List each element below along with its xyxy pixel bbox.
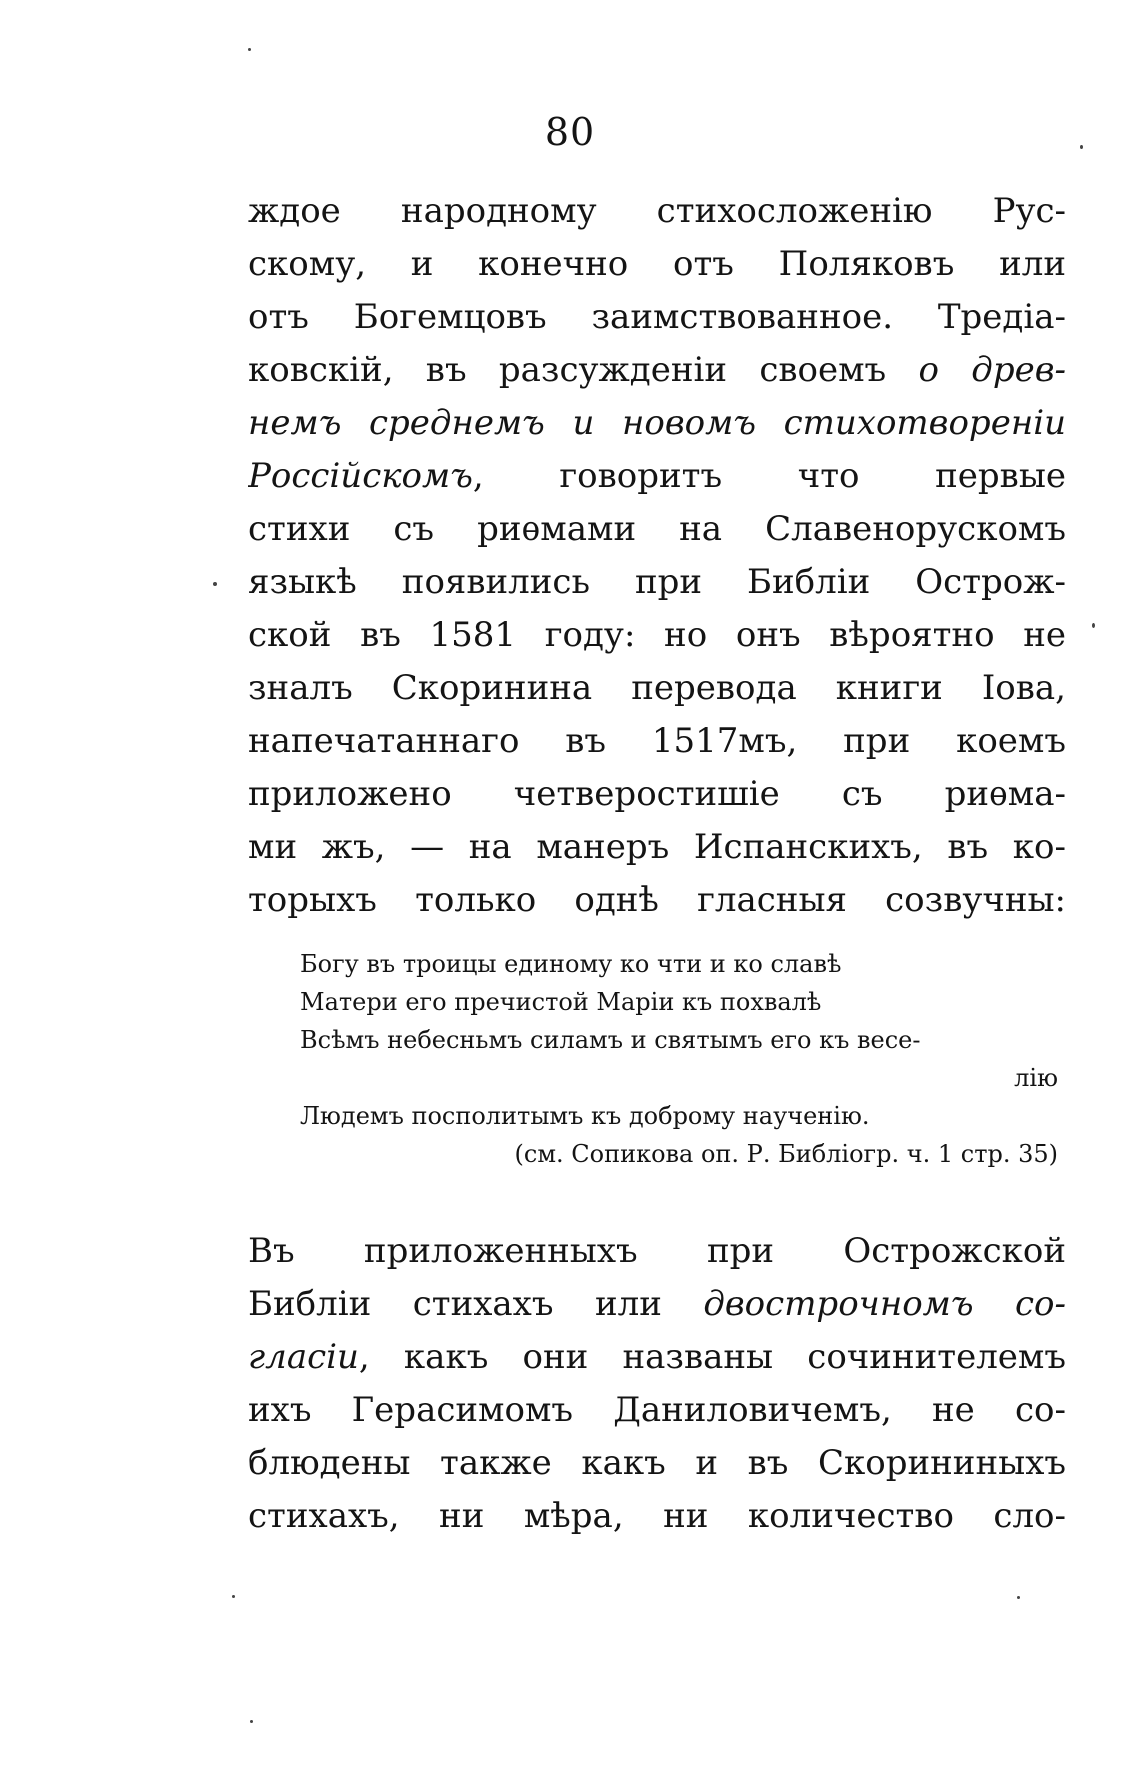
text-line: Въ приложенныхъ при Острожской: [248, 1231, 1066, 1271]
scan-speck: [250, 1720, 253, 1723]
text-span: , какъ они названы сочинителемъ: [358, 1337, 1066, 1377]
text-line: [248, 450, 1066, 503]
italic-title: немъ среднемъ и новомъ стихотвореніи: [248, 403, 1066, 443]
paragraph-2: [248, 1225, 1066, 1543]
text-line: ми жъ, — на манеръ Испанскихъ, въ ко-: [248, 827, 1066, 867]
verse-line: Богу въ троицы единому ко чти и ко славѣ: [300, 950, 842, 978]
citation: (см. Сопикова оп. Р. Библіогр. ч. 1 стр. 35): [514, 1140, 1058, 1168]
text-line: напечатаннаго въ 1517мъ, при коемъ: [248, 721, 1066, 761]
scan-speck: [1080, 145, 1083, 149]
text-line: блюдены также какъ и въ Скорининыхъ: [248, 1443, 1066, 1483]
text-line: [248, 397, 1066, 450]
italic-title: о древ-: [918, 350, 1066, 390]
scan-speck: [1017, 1596, 1020, 1599]
text-line: ской въ 1581 году: но онъ вѣроятно не: [248, 615, 1066, 655]
text-line: ихъ Герасимомъ Даниловичемъ, не со-: [248, 1390, 1066, 1430]
text-span: ковскій, въ разсужденіи своемъ: [248, 350, 919, 390]
scan-speck: [248, 48, 251, 51]
text-line: ждое народному стихосложенію Рус-: [248, 191, 1066, 231]
text-line: [248, 1278, 1066, 1331]
scan-speck: [1092, 623, 1095, 628]
text-span: Библіи стихахъ или: [248, 1284, 704, 1324]
verse-line: лію: [1014, 1064, 1058, 1092]
verse-quotation: [300, 945, 1058, 1173]
text-line: скому, и конечно отъ Поляковъ или: [248, 244, 1066, 284]
verse-line: Матери его пречистой Маріи къ похвалѣ: [300, 988, 822, 1016]
verse-line: Людемъ посполитымъ къ доброму наученію.: [300, 1102, 870, 1130]
verse-line: Всѣмъ небесньмъ силамъ и святымъ его къ весе-: [300, 1026, 921, 1054]
italic-title: Россійскомъ: [248, 456, 473, 496]
text-line: языкѣ появились при Библіи Острож-: [248, 562, 1066, 602]
text-span: , говоритъ что первые: [472, 456, 1066, 496]
scan-speck: [232, 1595, 235, 1598]
italic-title: двострочномъ со-: [703, 1284, 1066, 1324]
italic-title: гласіи: [248, 1337, 359, 1377]
text-line: торыхъ только однѣ гласныя созвучны:: [248, 880, 1066, 920]
page-number: 80: [544, 110, 596, 154]
text-line: [248, 1331, 1066, 1384]
scan-speck: [213, 582, 217, 586]
text-line: стихи съ риѳмами на Славенорускомъ: [248, 509, 1066, 549]
text-line: зналъ Скоринина перевода книги Іова,: [248, 668, 1066, 708]
paragraph-1: [248, 185, 1066, 927]
text-line: [248, 344, 1066, 397]
text-line: стихахъ, ни мѣра, ни количество сло-: [248, 1496, 1066, 1536]
text-line: приложено четверостишіе съ риѳма-: [248, 774, 1066, 814]
text-line: отъ Богемцовъ заимствованное. Тредіа-: [248, 297, 1066, 337]
